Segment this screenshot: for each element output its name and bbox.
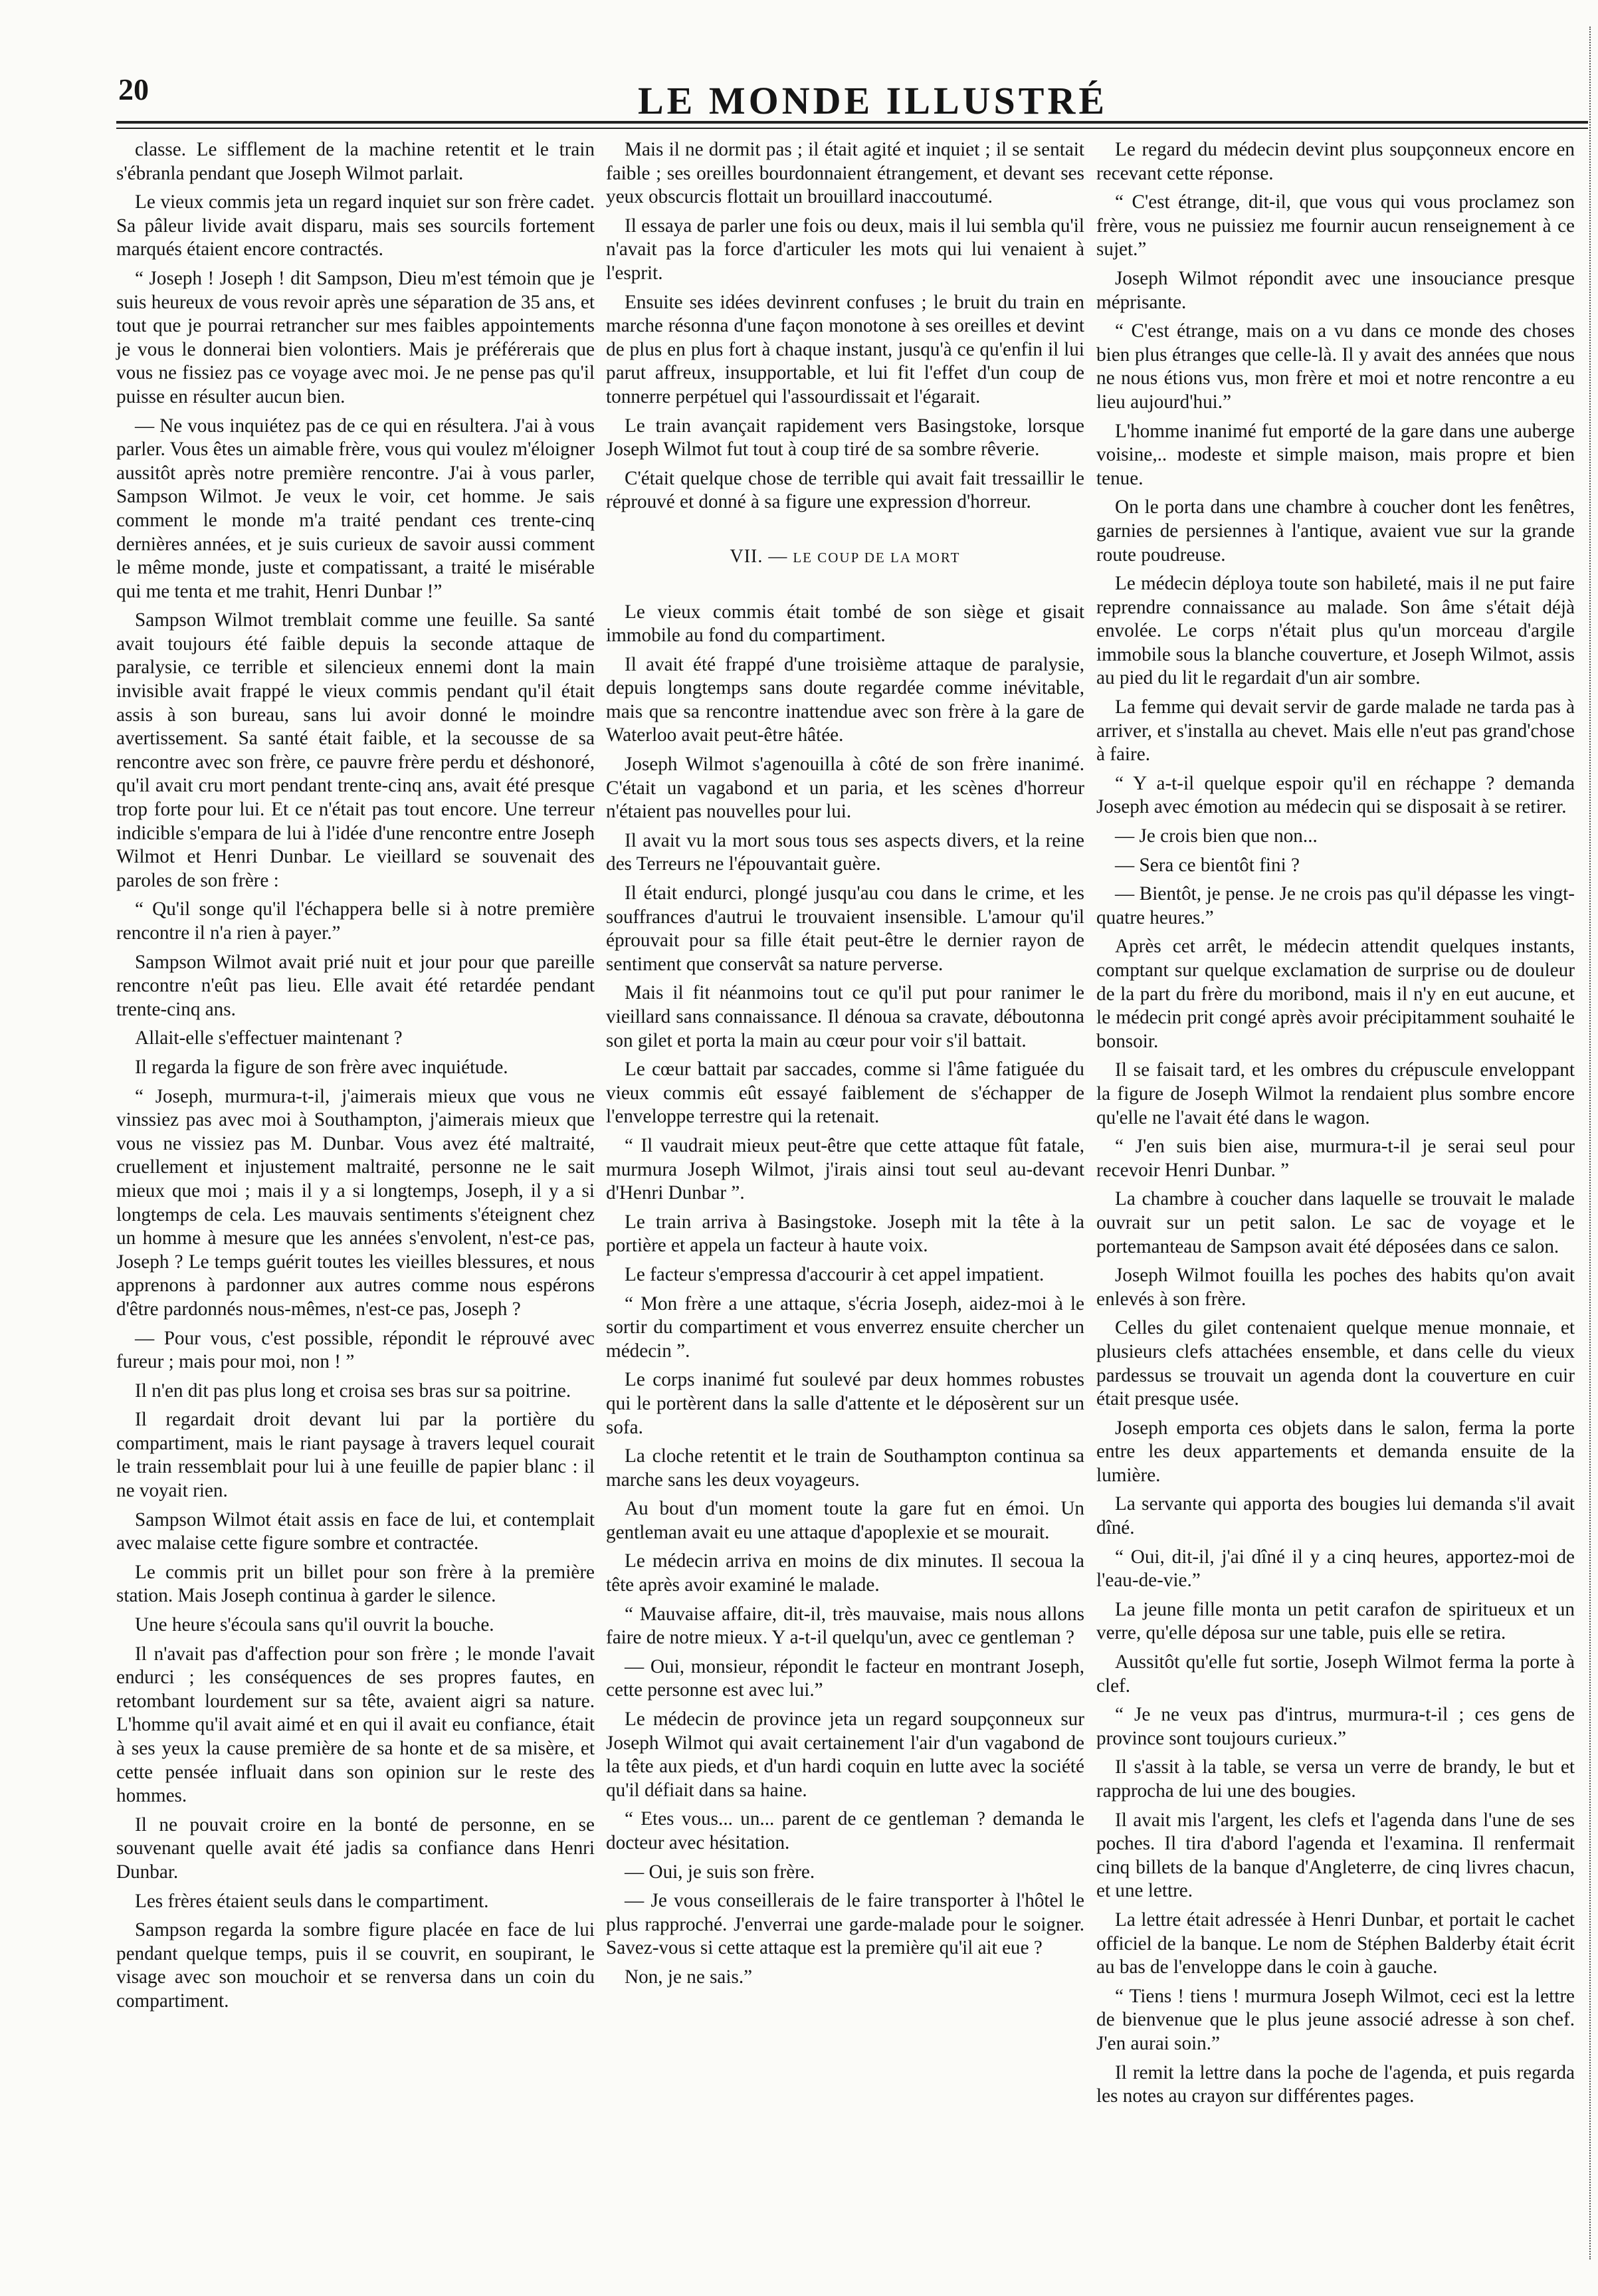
paragraph: Il essaya de parler une fois ou deux, mais il lui sembla qu'il n'avait pas la force d'articuler les mots qui lui venaient à l'esprit. — [606, 215, 1084, 284]
paragraph: Au bout d'un moment toute la gare fut en émoi. Un gentleman avait eu une attaque d'apoplexie et se mourait. — [606, 1498, 1084, 1543]
paragraph: La femme qui devait servir de garde malade ne tarda pas à arriver, et s'installa au chevet. Mais elle n'eut pas grand'chose à faire. — [1096, 696, 1575, 766]
paragraph: — Oui, je suis son frère. — [625, 1861, 815, 1883]
paragraph: On le porta dans une chambre à coucher dont les fenêtres, garnies de persiennes à l'antique, avaient vue sur la grande route poudreuse. — [1096, 496, 1575, 566]
paragraph: Il était endurci, plongé jusqu'au cou dans le crime, et les souffrances d'autrui le trouvaient insensible. L'amour qu'il éprouvait pour sa fille était peut-être le dernier rayon de sentiment que conservât sa nature perverse. — [606, 883, 1084, 975]
paragraph: Le médecin de province jeta un regard soupçonneux sur Joseph Wilmot qui avait certainement l'air d'un vagabond de la tête aux pieds, et d'un hardi coquin en lutte avec la société qu'il défiait dans sa haine. — [606, 1709, 1084, 1801]
paragraph: “ Y a-t-il quelque espoir qu'il en réchappe ? demanda Joseph avec émotion au médecin qui se disposait à se retirer. — [1096, 772, 1575, 818]
chapter-heading — [606, 545, 1084, 570]
paragraph: “ Etes vous... un... parent de ce gentleman ? demanda le docteur avec hésitation. — [606, 1808, 1084, 1853]
paragraph: Sampson regarda la sombre figure placée en face de lui pendant quelque temps, puis il se couvrit, en soupirant, le visage avec son mouchoir et se renversa dans un coin du compartiment. — [116, 1919, 595, 2012]
paragraph: — Ne vous inquiétez pas de ce qui en résultera. J'ai à vous parler. Vous êtes un aimable frère, vous qui voulez m'éloigner aussitôt après notre première rencontre. J'ai à vous parler, Sampson Wilmot. Je veux le voir, cet homme. Je sais comment le monde m'a traité pendant ces trente-cinq dernières années, et je suis curieux de savoir aussi comment le même monde, juste et compatissant, a traité le misérable qui me tenta et me trahit, Henri Dunbar !” — [116, 415, 595, 602]
paragraph: “ Mon frère a une attaque, s'écria Joseph, aidez-moi à le sortir du compartiment et vous enverrez ensuite chercher un médecin ”. — [606, 1293, 1084, 1362]
paragraph: “ C'est étrange, mais on a vu dans ce monde des choses bien plus étranges que celle-là. Il y avait des années que nous ne nous étions vus, mon frère et moi et notre rencontre a eu lieu aujourd'hui.” — [1096, 320, 1575, 413]
paragraph: “ Joseph, murmura-t-il, j'aimerais mieux que vous ne vinssiez pas avec moi à Southampton, j'aimerais mieux que vous ne vissiez pas M. Dunbar. Vous avez été maltraité, cruellement et injustement maltraité, personne ne le sait mieux que moi ; mais il y a si longtemps, Joseph, il y a si longtemps de cela. Les mauvais sentiments s'éteignent chez un homme à mesure que les années s'envolent, n'est-ce pas, Joseph ? Le temps guérit toutes les vieilles blessures, et nous apprenons à pardonner aux autres comme nous espérons d'être pardonnés nous-mêmes, n'est-ce pas, Joseph ? — [116, 1085, 595, 1320]
paragraph: Il n'en dit pas plus long et croisa ses bras sur sa poitrine. — [135, 1380, 571, 1402]
paragraph: L'homme inanimé fut emporté de la gare dans une auberge voisine,.. modeste et simple maison, mais propre et bien tenue. — [1096, 420, 1575, 489]
paragraph: “ J'en suis bien aise, murmura-t-il je serai seul pour recevoir Henri Dunbar. ” — [1096, 1136, 1575, 1181]
paragraph: — Je vous conseillerais de le faire transporter à l'hôtel le plus rapproché. J'enverrai une garde-malade pour le soigner. Savez-vous si cette attaque est la première qu'il ait eue ? — [606, 1890, 1084, 1959]
paragraph: Il avait vu la mort sous tous ses aspects divers, et la reine des Terreurs ne l'épouvantait guère. — [606, 829, 1084, 875]
paragraph: Il avait mis l'argent, les clefs et l'agenda dans l'une de ses poches. Il tira d'abord l'agenda et l'examina. Il renfermait cinq billets de la banque d'Angleterre, de cinq livres chacun, et une lettre. — [1096, 1809, 1575, 1902]
page-edge-binding — [1589, 27, 1598, 2259]
paragraph: Aussitôt qu'elle fut sortie, Joseph Wilmot ferma la porte à clef. — [1096, 1651, 1575, 1697]
paragraph: Le vieux commis était tombé de son siège et gisait immobile au fond du compartiment. — [606, 601, 1084, 647]
text-column-3 — [1096, 138, 1575, 2114]
paragraph: Le médecin arriva en moins de dix minutes. Il secoua la tête après avoir examiné le malade. — [606, 1550, 1084, 1596]
paragraph: Joseph Wilmot répondit avec une insouciance presque méprisante. — [1096, 267, 1575, 313]
paragraph: “ Tiens ! tiens ! murmura Joseph Wilmot, ceci est la lettre de bienvenue que le plus jeune associé adresse à son chef. J'en aurai soin.” — [1096, 1985, 1575, 2054]
paragraph: Sampson Wilmot était assis en face de lui, et contemplait avec malaise cette figure sombre et contractée. — [116, 1509, 595, 1554]
paragraph: Joseph emporta ces objets dans le salon, ferma la porte entre les deux appartements et demanda ensuite de la lumière. — [1096, 1417, 1575, 1486]
paragraph: Le regard du médecin devint plus soupçonneux encore en recevant cette réponse. — [1096, 139, 1575, 184]
paragraph: Il n'avait pas d'affection pour son frère ; le monde l'avait endurci ; les conséquences de ses propres fautes, en retombant lourdement sur sa tête, avaient aigri sa nature. L'homme qu'il avait aimé et en qui il avait eu confiance, était à ses yeux la cause première de sa honte et de sa misère, et cette pensée influait dans son opinion sur le reste des hommes. — [116, 1643, 595, 1807]
paragraph: La chambre à coucher dans laquelle se trouvait le malade ouvrait sur un petit salon. Le sac de voyage et le portemanteau de Sampson avait été déposées dans ce salon. — [1096, 1188, 1575, 1257]
paragraph: Il se faisait tard, et les ombres du crépuscule enveloppant la figure de Joseph Wilmot la rendaient plus sombre encore qu'elle ne l'avait été dans le wagon. — [1096, 1059, 1575, 1128]
paragraph: “ Il vaudrait mieux peut-être que cette attaque fût fatale, murmura Joseph Wilmot, j'irais ainsi tout seul au-devant d'Henri Dunbar ”. — [606, 1134, 1084, 1204]
paragraph: Ensuite ses idées devinrent confuses ; le bruit du train en marche résonna d'une façon monotone à ses oreilles et devint de plus en plus fort à chaque instant, jusqu'à ce qu'enfin il lui parut affreux, insupportable, et lui fit l'effet d'un coup de tonnerre perpétuel qui l'assourdissait et l'égarait. — [606, 291, 1084, 407]
paragraph: Sampson Wilmot avait prié nuit et jour pour que pareille rencontre n'eût pas lieu. Elle avait été retardée pendant trente-cinq ans. — [116, 951, 595, 1020]
paragraph: “ Qu'il songe qu'il l'échappera belle si à notre première rencontre il n'a rien à payer.” — [116, 898, 595, 944]
paragraph: Le train arriva à Basingstoke. Joseph mit la tête à la portière et appela un facteur à haute voix. — [606, 1211, 1084, 1257]
paragraph: Après cet arrêt, le médecin attendit quelques instants, comptant sur quelque exclamation de surprise ou de douleur de la part du frère du moribond, mais il n'y en eut aucune, et le médecin prit congé après avoir précipitamment souhaité le bonsoir. — [1096, 936, 1575, 1052]
paragraph: La lettre était adressée à Henri Dunbar, et portait le cachet officiel de la banque. Le nom de Stéphen Balderby était écrit au bas de l'enveloppe dans le coin à gauche. — [1096, 1909, 1575, 1978]
paragraph: “ Joseph ! Joseph ! dit Sampson, Dieu m'est témoin que je suis heureux de vous revoir après une séparation de 35 ans, et tout que je pourrai retrancher sur mes faibles appointements je vous le donnerai bien volontiers. Mais je préférerais que vous ne fissiez pas ce voyage avec moi. Je ne pense pas qu'il puisse en résulter aucun bien. — [116, 267, 595, 407]
column-2-after — [606, 601, 1084, 1990]
paragraph: Le facteur s'empressa d'accourir à cet appel impatient. — [625, 1263, 1045, 1285]
paragraph: Il ne pouvait croire en la bonté de personne, en se souvenant quelle avait été jadis sa confiance dans Henri Dunbar. — [116, 1814, 595, 1883]
paragraph: La cloche retentit et le train de Southampton continua sa marche sans les deux voyageurs. — [606, 1445, 1084, 1491]
paragraph: “ C'est étrange, dit-il, que vous qui vous proclamez son frère, vous ne puissiez me fournir aucun renseignement à ce sujet.” — [1096, 191, 1575, 261]
paragraph: Il s'assit à la table, se versa un verre de brandy, le but et rapprocha de lui une des bougies. — [1096, 1756, 1575, 1802]
paragraph: “ Oui, dit-il, j'ai dîné il y a cinq heures, apportez-moi de l'eau-de-vie.” — [1096, 1546, 1575, 1592]
paragraph: Joseph Wilmot fouilla les poches des habits qu'on avait enlevés à son frère. — [1096, 1265, 1575, 1310]
paragraph: C'était quelque chose de terrible qui avait fait tressaillir le réprouvé et donné à sa figure une expression d'horreur. — [606, 467, 1084, 513]
paragraph: Il regarda la figure de son frère avec inquiétude. — [135, 1056, 508, 1078]
paragraph: Il regardait droit devant lui par la portière du compartiment, mais le riant paysage à travers lequel courait le train ressemblait pour lui à une feuille de papier blanc : il ne voyait rien. — [116, 1409, 595, 1502]
paragraph: — Oui, monsieur, répondit le facteur en montrant Joseph, cette personne est avec lui.” — [606, 1655, 1084, 1701]
paragraph: Les frères étaient seuls dans le compartiment. — [135, 1890, 489, 1912]
paragraph: — Bientôt, je pense. Je ne crois pas qu'il dépasse les vingt-quatre heures.” — [1096, 883, 1575, 928]
paragraph: Il avait été frappé d'une troisième attaque de paralysie, depuis longtemps sans doute regardée comme inévitable, mais que sa rencontre inattendue avec son frère à la gare de Waterloo avait peut-être hâtée. — [606, 653, 1084, 746]
column-2-before — [606, 138, 1084, 514]
paragraph: Le cœur battait par saccades, comme si l'âme fatiguée du vieux commis eût essayé faiblement de s'échapper de l'enveloppe terrestre qui la retenait. — [606, 1059, 1084, 1128]
paragraph: — Je crois bien que non... — [1115, 825, 1318, 847]
paragraph: Le train avançait rapidement vers Basingstoke, lorsque Joseph Wilmot fut tout à coup tiré de sa sombre rêverie. — [606, 415, 1084, 461]
header-rule-thick — [116, 121, 1588, 124]
paragraph: Mais il fit néanmoins tout ce qu'il put pour ranimer le vieillard sans connaissance. Il dénoua sa cravate, déboutonna son gilet et porta la main au cœur pour voir s'il battait. — [606, 982, 1084, 1051]
header-rule-thin — [116, 128, 1588, 129]
chapter-number: VII. — — [730, 546, 788, 567]
paragraph: Sampson Wilmot tremblait comme une feuille. Sa santé avait toujours été faible depuis la seconde attaque de paralysie, ce terrible et silencieux ennemi dont la main invisible avait frappé le vieux commis pendant qu'il était assis à son bureau, sans lui avoir donné le moindre avertissement. Sa santé était faible, et la secousse de sa rencontre avec son frère, ce pauvre frère perdu et déshonoré, qu'il avait cru mort pendant trente-cinq ans, avait été presque trop forte pour lui. Et ce n'était pas tout encore. Une terreur indicible s'empara de lui à l'idée d'une rencontre entre Joseph Wilmot et Henri Dunbar. Le vieillard se souvenait des paroles de son frère : — [116, 609, 595, 891]
paragraph: Le médecin déploya toute son habileté, mais il ne put faire reprendre connaissance au malade. Son âme s'était déjà envolée. Le corps n'était plus qu'un morceau d'argile immobile sous la blanche couverture, et Joseph Wilmot, assis au pied du lit le regardait d'un air sombre. — [1096, 573, 1575, 689]
paragraph: Non, je ne sais.” — [625, 1966, 753, 1988]
paragraph: Le commis prit un billet pour son frère à la première station. Mais Joseph continua à garder le silence. — [116, 1561, 595, 1607]
paragraph: Il remit la lettre dans la poche de l'agenda, et puis regarda les notes au crayon sur différentes pages. — [1096, 2061, 1575, 2107]
paragraph: “ Mauvaise affaire, dit-il, très mauvaise, mais nous allons faire de notre mieux. Y a-t-il quelqu'un, avec ce gentleman ? — [606, 1603, 1084, 1649]
page-number: 20 — [118, 72, 149, 106]
paragraph: Mais il ne dormit pas ; il était agité et inquiet ; il se sentait faible ; ses oreilles bourdonnaient étrangement, et devant ses yeux obscurcis flottait un brouillard inaccoutumé. — [606, 139, 1084, 208]
paragraph: Celles du gilet contenaient quelque menue monnaie, et plusieurs clefs attachées ensemble, et dans celle du vieux pardessus se trouvait un agenda dont la couverture en cuir était presque usée. — [1096, 1317, 1575, 1410]
paragraph: — Pour vous, c'est possible, répondit le réprouvé avec fureur ; mais pour moi, non ! ” — [116, 1327, 595, 1373]
paragraph: Allait-elle s'effectuer maintenant ? — [135, 1027, 403, 1049]
paragraph: “ Je ne veux pas d'intrus, murmura-t-il ; ces gens de province sont toujours curieux.” — [1096, 1704, 1575, 1749]
paragraph: La servante qui apporta des bougies lui demanda s'il avait dîné. — [1096, 1493, 1575, 1539]
paragraph: Le vieux commis jeta un regard inquiet sur son frère cadet. Sa pâleur livide avait disparu, mais ses sourcils fortement marqués étaient encore contractés. — [116, 191, 595, 261]
paragraph: Joseph Wilmot s'agenouilla à côté de son frère inanimé. C'était un vagabond et un paria, et les scènes d'horreur n'étaient pas nouvelles pour lui. — [606, 754, 1084, 823]
paragraph: — Sera ce bientôt fini ? — [1115, 854, 1300, 876]
text-column-2 — [606, 138, 1084, 1995]
paragraph: La jeune fille monta un petit carafon de spiritueux et un verre, qu'elle déposa sur une table, puis elle se retira. — [1096, 1598, 1575, 1644]
masthead-title: LE MONDE ILLUSTRÉ — [638, 79, 1108, 122]
text-column-1 — [116, 138, 595, 2019]
paragraph: Une heure s'écoula sans qu'il ouvrit la bouche. — [135, 1614, 494, 1636]
paragraph: Le corps inanimé fut soulevé par deux hommes robustes qui le portèrent dans la salle d'attente et le déposèrent sur un sofa. — [606, 1369, 1084, 1438]
chapter-title: LE COUP DE LA MORT — [793, 549, 961, 566]
paragraph: classe. Le sifflement de la machine retentit et le train s'ébranla pendant que Joseph Wilmot parlait. — [116, 139, 595, 184]
